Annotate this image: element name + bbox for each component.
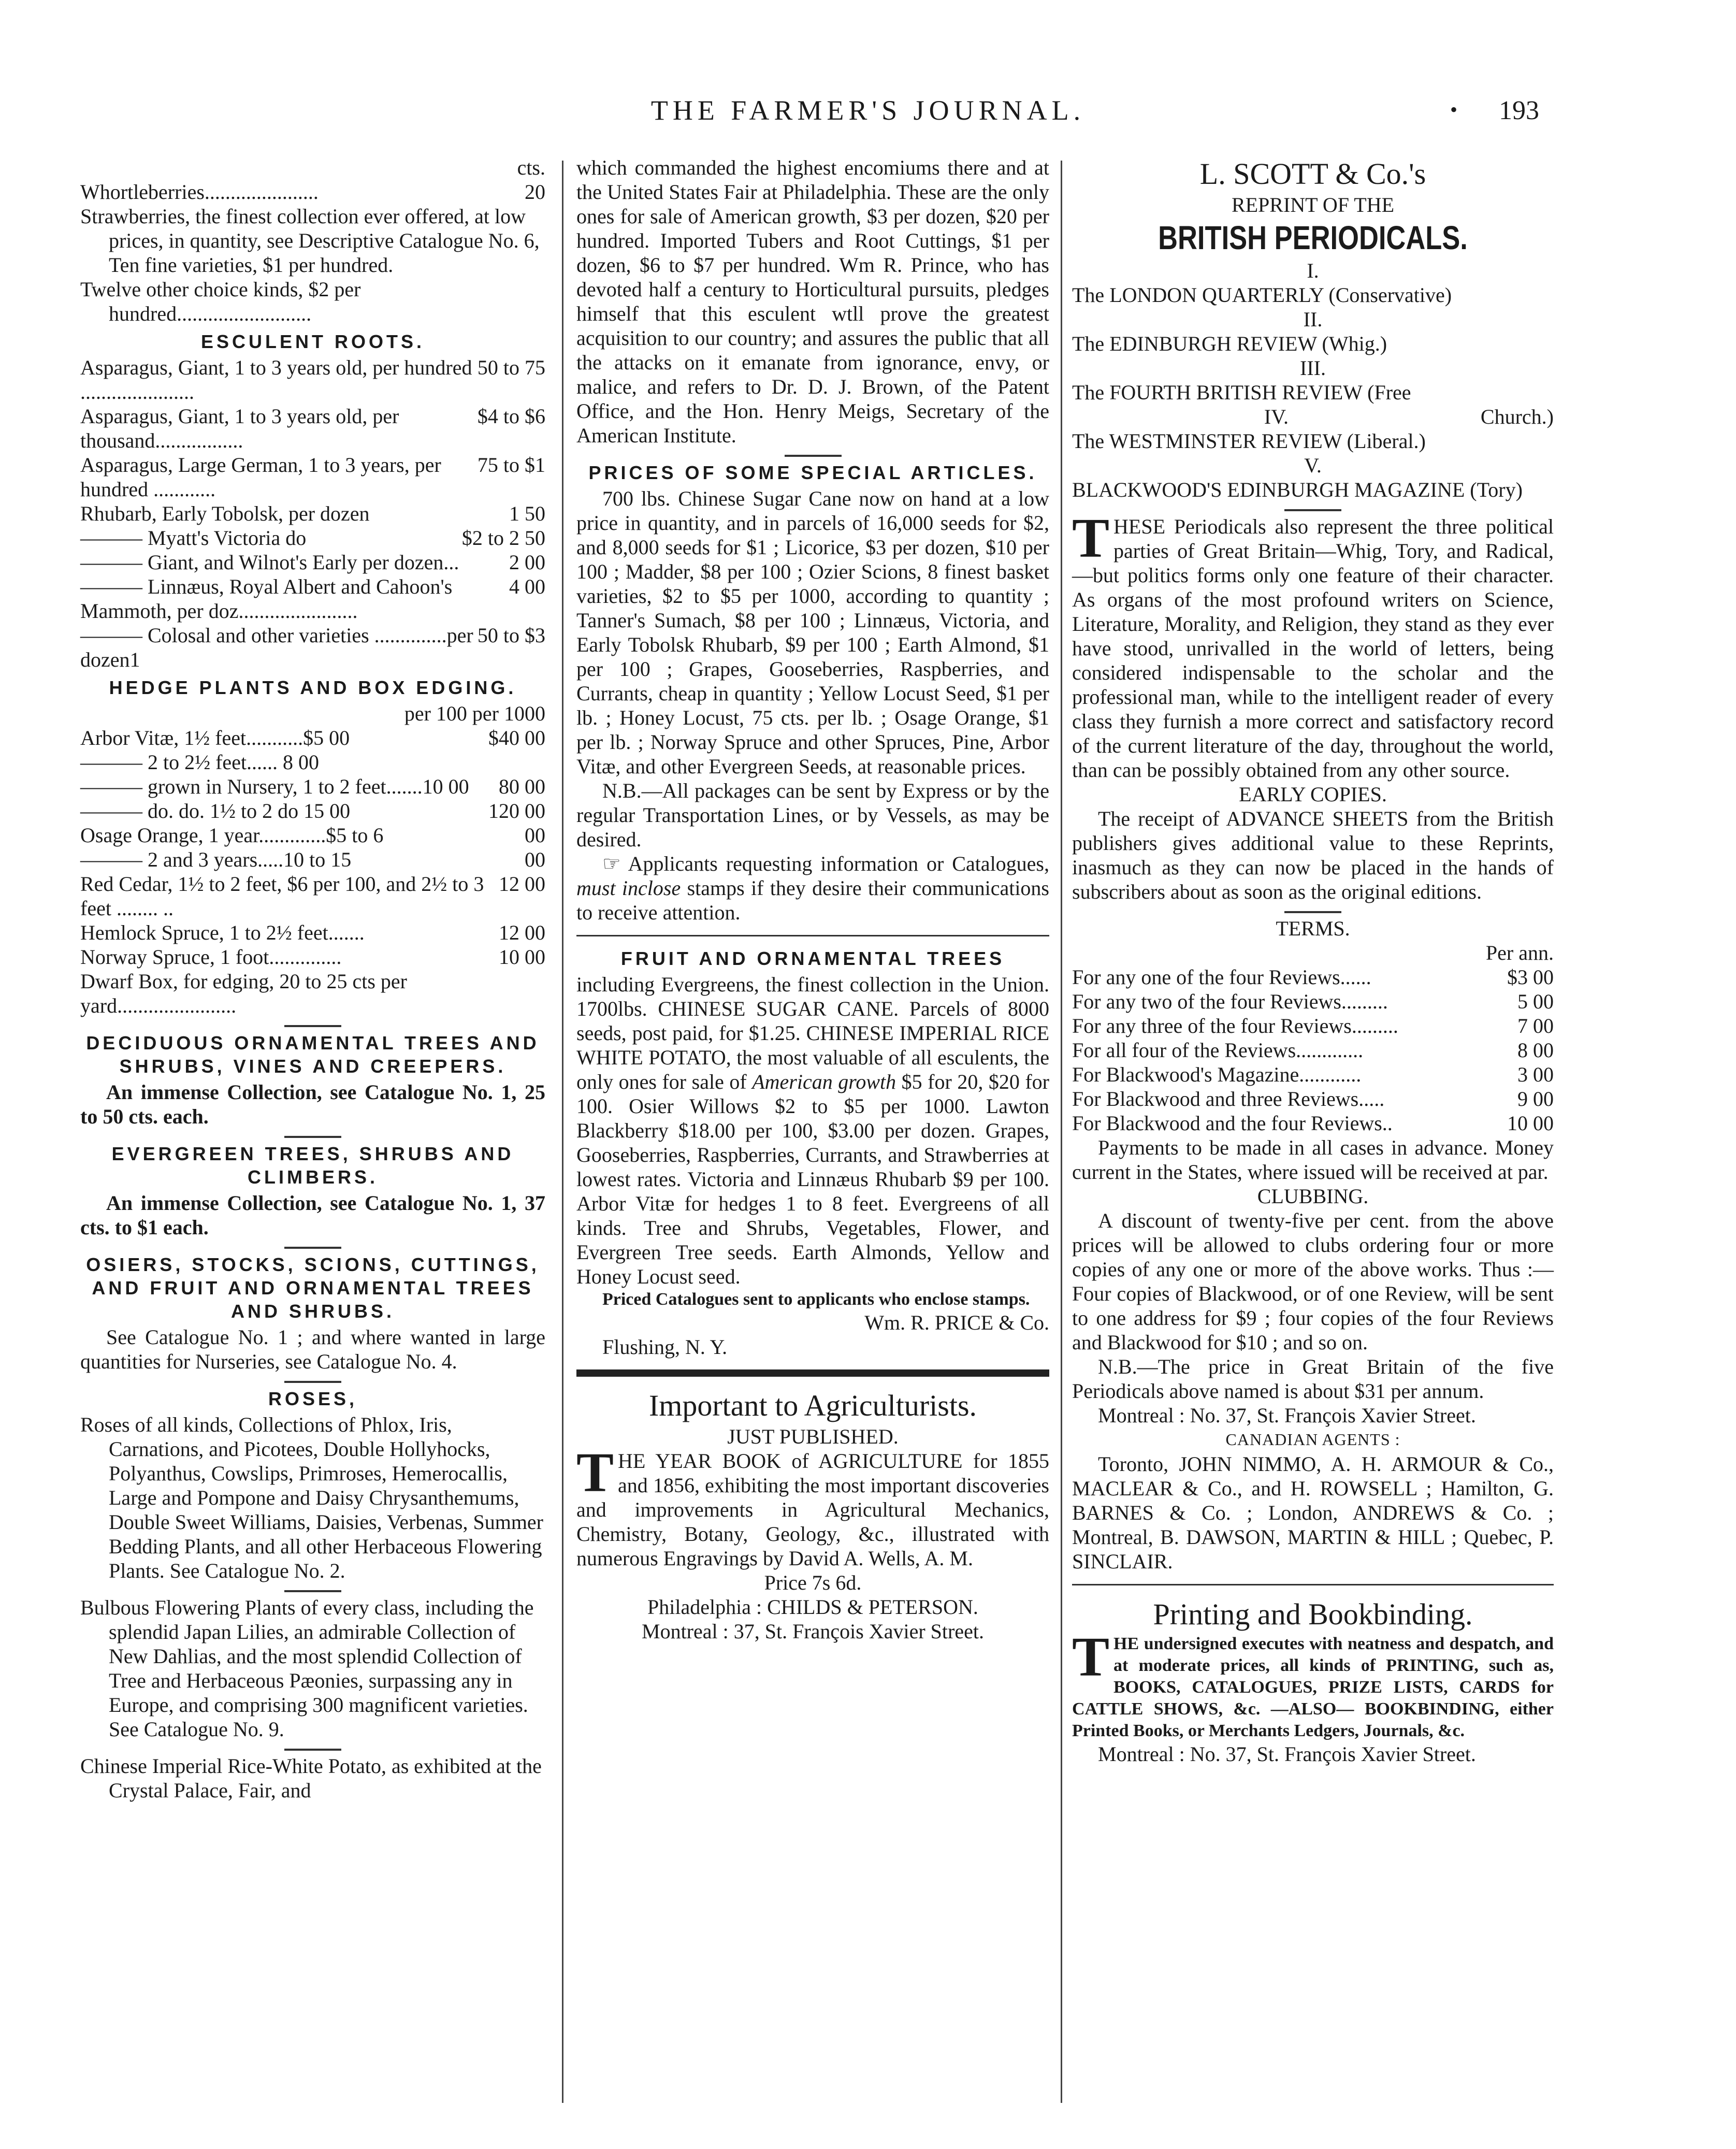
ad-heading: Printing and Bookbinding. bbox=[1153, 1597, 1473, 1631]
address-line: Montreal : No. 37, St. François Xavier Street. bbox=[1098, 1404, 1476, 1427]
publisher-title: L. SCOTT & Co.'s bbox=[1199, 157, 1426, 191]
divider bbox=[1284, 911, 1341, 913]
drop-cap: T bbox=[1072, 508, 1110, 569]
divider bbox=[576, 935, 1049, 936]
periodical-entry: The WESTMINSTER REVIEW (Liberal.) bbox=[1072, 429, 1426, 453]
price-row: Red Cedar, 1½ to 2 feet, $6 per 100, and 2½ to 3 feet ........ .. 12 00 bbox=[80, 872, 545, 920]
price-row: ——— 2 and 3 years.....10 to 15 00 bbox=[80, 848, 545, 871]
publisher-line: Philadelphia : CHILDS & PETERSON. bbox=[647, 1595, 978, 1619]
journal-title: THE FARMER'S JOURNAL. bbox=[650, 95, 1086, 126]
paragraph: Priced Catalogues sent to applicants who enclose stamps. bbox=[602, 1290, 1030, 1309]
price-row: ——— Linnæus, Royal Albert and Cahoon's Mammoth, per doz....................... 4 00 bbox=[80, 575, 545, 623]
divider bbox=[785, 455, 842, 457]
price-row: ——— 2 to 2½ feet...... 8 00 bbox=[80, 751, 320, 774]
section-heading: CLUBBING. bbox=[1257, 1185, 1369, 1208]
address-line: Montreal : 37, St. François Xavier Street. bbox=[642, 1620, 984, 1643]
price-row: Hemlock Spruce, 1 to 2½ feet....... 12 00 bbox=[80, 921, 545, 944]
price-row: For all four of the Reviews............. 8 00 bbox=[1072, 1039, 1554, 1062]
paragraph: N.B.—The price in Great Britain of the five Periodicals above named is about $31 per annum. bbox=[1072, 1355, 1554, 1403]
price-row: Arbor Vitæ, 1½ feet...........$5 00 $40 00 bbox=[80, 726, 545, 749]
divider bbox=[284, 1247, 341, 1249]
column-divider bbox=[1061, 161, 1062, 2103]
price-row: Rhubarb, Early Tobolsk, per dozen 1 50 bbox=[80, 502, 545, 525]
section-heading: ESCULENT ROOTS. bbox=[200, 331, 425, 352]
section-heading: PRICES OF SOME SPECIAL ARTICLES. bbox=[588, 462, 1037, 483]
section-heading: EVERGREEN TREES, SHRUBS AND CLIMBERS. bbox=[111, 1143, 514, 1188]
cts-label: cts. bbox=[517, 156, 545, 179]
paragraph: See Catalogue No. 1 ; and where wanted in large quantities for Nurseries, see Catalogue No. 4. bbox=[80, 1325, 545, 1373]
paragraph: Roses of all kinds, Collections of Phlox, Iris, Carnations, and Picotees, Double Hollyhocks, Polyanthus, Cowslips, Primroses, Hemerocallis, Large and Pompone and Daisy Chrysanthemums, Double Sweet Williams, Daisies, Verbenas, Summer Bedding Plants, and all other Herbaceous Flowering Plants. See Catalogue No. 2. bbox=[80, 1413, 544, 1582]
paragraph: An immense Collection, see Catalogue No. 1, 25 to 50 cts. each. bbox=[80, 1080, 545, 1128]
divider bbox=[284, 1025, 341, 1027]
price-row: For any two of the four Reviews......... 5 00 bbox=[1072, 990, 1554, 1013]
price-row: ——— Giant, and Wilnot's Early per dozen... 2 00 bbox=[80, 551, 545, 574]
price-row: For Blackwood and the four Reviews.. 10 00 bbox=[1072, 1112, 1554, 1135]
ad-heading: Important to Agriculturists. bbox=[648, 1389, 977, 1422]
roman-numeral: III. bbox=[1300, 356, 1326, 380]
header-mark: • bbox=[1450, 98, 1458, 121]
column-right bbox=[1072, 155, 1554, 1766]
roman-numeral: II. bbox=[1303, 308, 1323, 331]
price-row: Whortleberries...................... 20 bbox=[80, 180, 545, 204]
drop-cap: T bbox=[1072, 1626, 1110, 1688]
section-heading: ROSES, bbox=[268, 1388, 358, 1409]
price-row: Asparagus, Large German, 1 to 3 years, per hundred ............ 75 to $1 bbox=[80, 453, 545, 501]
paragraph: THE YEAR BOOK of AGRICULTURE for 1855 and 1856, exhibiting the most important discoveries and improvements in Agricultural Mechanics, Chemistry, Botany, Geology, &c., illustrated with numerous Engravings by David A. Wells, A. M. bbox=[576, 1442, 1049, 1570]
paragraph: N.B.—All packages can be sent by Express or by the regular Transportation Lines, or by Vessels, as may be desired. bbox=[576, 779, 1049, 851]
column-divider bbox=[562, 161, 563, 2103]
price-row: For any three of the four Reviews......... 7 00 bbox=[1072, 1014, 1554, 1037]
price-row: ——— do. do. 1½ to 2 do 15 00 120 00 bbox=[80, 799, 545, 823]
roman-numeral: V. bbox=[1304, 454, 1322, 477]
paragraph: The receipt of ADVANCE SHEETS from the British publishers gives additional value to these Reprints, inasmuch as they can now be placed in the hands of subscribers about as soon as the original editions. bbox=[1072, 807, 1554, 903]
price-row: ——— grown in Nursery, 1 to 2 feet.......10 00 80 00 bbox=[80, 775, 545, 798]
price-row: ——— Myatt's Victoria do $2 to 2 50 bbox=[80, 526, 545, 550]
section-heading: EARLY COPIES. bbox=[1239, 783, 1387, 806]
periodical-entry: The LONDON QUARTERLY (Conservative) bbox=[1072, 283, 1452, 307]
divider bbox=[284, 1749, 341, 1751]
subtitle: REPRINT OF THE bbox=[1231, 193, 1395, 217]
price-row: Norway Spruce, 1 foot.............. 10 00 bbox=[80, 945, 545, 969]
periodical-entry: The FOURTH BRITISH REVIEW (Free bbox=[1072, 381, 1411, 404]
column-middle bbox=[576, 155, 1049, 1643]
price-row: For Blackwood's Magazine............ 3 00 bbox=[1072, 1063, 1554, 1086]
column-left bbox=[80, 155, 545, 1802]
section-heading: HEDGE PLANTS AND BOX EDGING. bbox=[109, 677, 517, 698]
divider bbox=[284, 1136, 341, 1138]
paragraph: 700 lbs. Chinese Sugar Cane now on hand at a low price in quantity, and in parcels of 16,000 seeds for $2, and 8,000 seeds for $1 ; Licorice, $3 per dozen, $10 per 100 ; Madder, $8 per 100 ; Ozier Scions, 8 finest basket varieties, $2 to $5 per 1000, according to quantity ; Tanner's Sumach, $8 per 100 ; Linnæus, Victoria, and Early Tobolsk Rhubarb, $9 per 100 ; Earth Almond, $1 per 100 ; Grapes, Gooseberries, Raspberries, and Currants, cheap in quantity ; Yellow Locust Seed, $1 per lb. ; Honey Locust, 75 cts. per lb. ; Osage Orange, $1 per lb. ; Norway Spruce and other Spruces, Pine, Arbor Vitæ, and other Evergreen Seeds, at reasonable prices. bbox=[576, 487, 1049, 778]
section-heading: DECIDUOUS ORNAMENTAL TREES AND SHRUBS, VINES AND CREEPERS. bbox=[86, 1032, 540, 1077]
ad-subheading: JUST PUBLISHED. bbox=[727, 1425, 899, 1448]
price-row: Dwarf Box, for edging, 20 to 25 cts per yard....................... bbox=[80, 970, 407, 1017]
place: Flushing, N. Y. bbox=[602, 1335, 728, 1359]
paragraph: ☞ Applicants requesting information or Catalogues, must inclose stamps if they desire their communications to receive attention. bbox=[576, 852, 1049, 924]
section-heading: FRUIT AND ORNAMENTAL TREES bbox=[620, 948, 1005, 969]
main-title: BRITISH PERIODICALS. bbox=[1158, 219, 1468, 256]
periodical-entry: The EDINBURGH REVIEW (Whig.) bbox=[1072, 332, 1387, 355]
paragraph: Bulbous Flowering Plants of every class, including the splendid Japan Lilies, an admirable Collection of New Dahlias, and the most splendid Collection of Tree and Herbaceous Pæonies, surpassing any in Europe, and comprising 300 magnificent varieties. See Catalogue No. 9. bbox=[80, 1596, 534, 1741]
page-header bbox=[0, 95, 1736, 129]
section-heading: CANADIAN AGENTS : bbox=[1225, 1430, 1400, 1449]
paragraph: which commanded the highest encomiums there and at the United States Fair at Philadelphia. These are the only ones for sale of American growth, $3 per dozen, $20 per hundred. Imported Tubers and Root Cuttings, $1 per dozen, $6 to $7 per hundred. Wm R. Prince, who has devoted half a century to Horticultural pursuits, pledges himself that this esculent wtll prove the greatest acquisition to our country; and assures the public that all the attacks on it emanate from ignorance, envy, or malice, and refers to Dr. D. J. Brown, of the Patent Office, and the Hon. Henry Meigs, Secretary of the American Institute. bbox=[576, 156, 1049, 447]
price-row: Osage Orange, 1 year.............$5 to 6 00 bbox=[80, 824, 545, 847]
address-line: Montreal : No. 37, St. François Xavier Street. bbox=[1098, 1742, 1476, 1766]
page-number: 193 bbox=[1499, 96, 1539, 125]
divider bbox=[576, 1369, 1049, 1377]
column-label: per 100 per 1000 bbox=[404, 702, 545, 725]
paragraph: An immense Collection, see Catalogue No. 1, 37 cts. to $1 each. bbox=[80, 1191, 545, 1239]
strawberries-entry: Strawberries, the finest collection ever offered, at low prices, in quantity, see Descriptive Catalogue No. 6, Ten fine varieties, $1 per hundred. bbox=[80, 205, 540, 277]
divider bbox=[1072, 1584, 1554, 1585]
divider bbox=[284, 1590, 341, 1592]
paragraph: Payments to be made in all cases in advance. Money current in the States, where issued will be received at par. bbox=[1072, 1136, 1554, 1184]
paragraph: Toronto, JOHN NIMMO, A. H. ARMOUR & Co., MACLEAR & Co., and H. ROWSELL ; Hamilton, G. BARNES & Co. ; London, ANDREWS & Co. ; Montreal, B. DAWSON, MARTIN & HILL ; Quebec, P. SINCLAIR. bbox=[1072, 1452, 1554, 1573]
paragraph: A discount of twenty-five per cent. from the above prices will be allowed to clubs ordering four or more copies of any one or more of the above works. Thus :—Four copies of Blackwood, or of one Review, will be sent to one address for $9 ; four copies of the four Reviews and Blackwood for $10 ; and so on. bbox=[1072, 1209, 1554, 1354]
section-heading: OSIERS, STOCKS, SCIONS, CUTTINGS, AND FRUIT AND ORNAMENTAL TREES AND SHRUBS. bbox=[86, 1254, 540, 1322]
paragraph: THE undersigned executes with neatness and despatch, and at moderate prices, all kinds of PRINTING, such as, BOOKS, CATALOGUES, PRIZE LISTS, CARDS for CATTLE SHOWS, &c. —ALSO— BOOKBINDING, either Printed Books, or Merchants Ledgers, Journals, &c. bbox=[1072, 1626, 1554, 1740]
periodical-entry: IV. Church.) bbox=[1264, 405, 1554, 428]
price-row: Asparagus, Giant, 1 to 3 years old, per hundred ...................... 50 to 75 bbox=[80, 356, 545, 403]
price-row: Asparagus, Giant, 1 to 3 years old, per thousand................. $4 to $6 bbox=[80, 405, 545, 452]
paragraph: THESE Periodicals also represent the three political parties of Great Britain—Whig, Tory, and Radical,—but politics forms only one feature of their character. As organs of the most profound writers on Science, Literature, Morality, and Religion, they stand as they ever have stood, unrivalled in the world of letters, being considered indispensable to the scholar and the professional man, while to the intelligent reader of every class they furnish a more correct and satisfactory record of the current literature of the day, throughout the world, than can be possibly obtained from any other source. bbox=[1072, 508, 1554, 782]
divider bbox=[1284, 509, 1341, 511]
price-row: For any one of the four Reviews...... $3 00 bbox=[1072, 965, 1554, 989]
price-row: Twelve other choice kinds, $2 per hundred.......................... bbox=[80, 278, 361, 325]
column-label: Per ann. bbox=[1485, 941, 1554, 964]
price-row: ——— Colosal and other varieties ..............per dozen1 50 to $3 bbox=[80, 624, 545, 671]
section-heading: TERMS. bbox=[1276, 917, 1350, 940]
pointing-hand-icon: ☞ bbox=[602, 852, 621, 875]
drop-cap: T bbox=[576, 1442, 614, 1504]
paragraph: including Evergreens, the finest collection in the Union. 1700lbs. CHINESE SUGAR CANE. Parcels of 8000 seeds, post paid, for $1.25. CHINESE IMPERIAL RICE WHITE POTATO, the most valuable of all esculents, the only ones for sale of American growth $5 for 20, $20 for 100. Osier Willows $2 to $5 per 1000. Lawton Blackberry $18.00 per 100, $3.00 per dozen. Grapes, Gooseberries, Raspberries, Currants, and Strawberries at lowest rates. Victoria and Linnæus Rhubarb $9 per 100. Arbor Vitæ for hedges 1 to 8 feet. Evergreens of all kinds. Tree and Shrubs, Vegetables, Flower, and Evergreen Tree seeds. Earth Almonds, Yellow and Honey Locust seed. bbox=[576, 973, 1050, 1288]
divider bbox=[284, 1381, 341, 1383]
signature: Wm. R. PRICE & Co. bbox=[864, 1311, 1049, 1334]
roman-numeral: I. bbox=[1307, 259, 1319, 282]
paragraph: Chinese Imperial Rice-White Potato, as exhibited at the Crystal Palace, Fair, and bbox=[80, 1754, 542, 1802]
price-row: For Blackwood and three Reviews..... 9 00 bbox=[1072, 1087, 1554, 1110]
periodical-entry: BLACKWOOD'S EDINBURGH MAGAZINE (Tory) bbox=[1072, 478, 1523, 501]
price-line: Price 7s 6d. bbox=[764, 1571, 862, 1594]
